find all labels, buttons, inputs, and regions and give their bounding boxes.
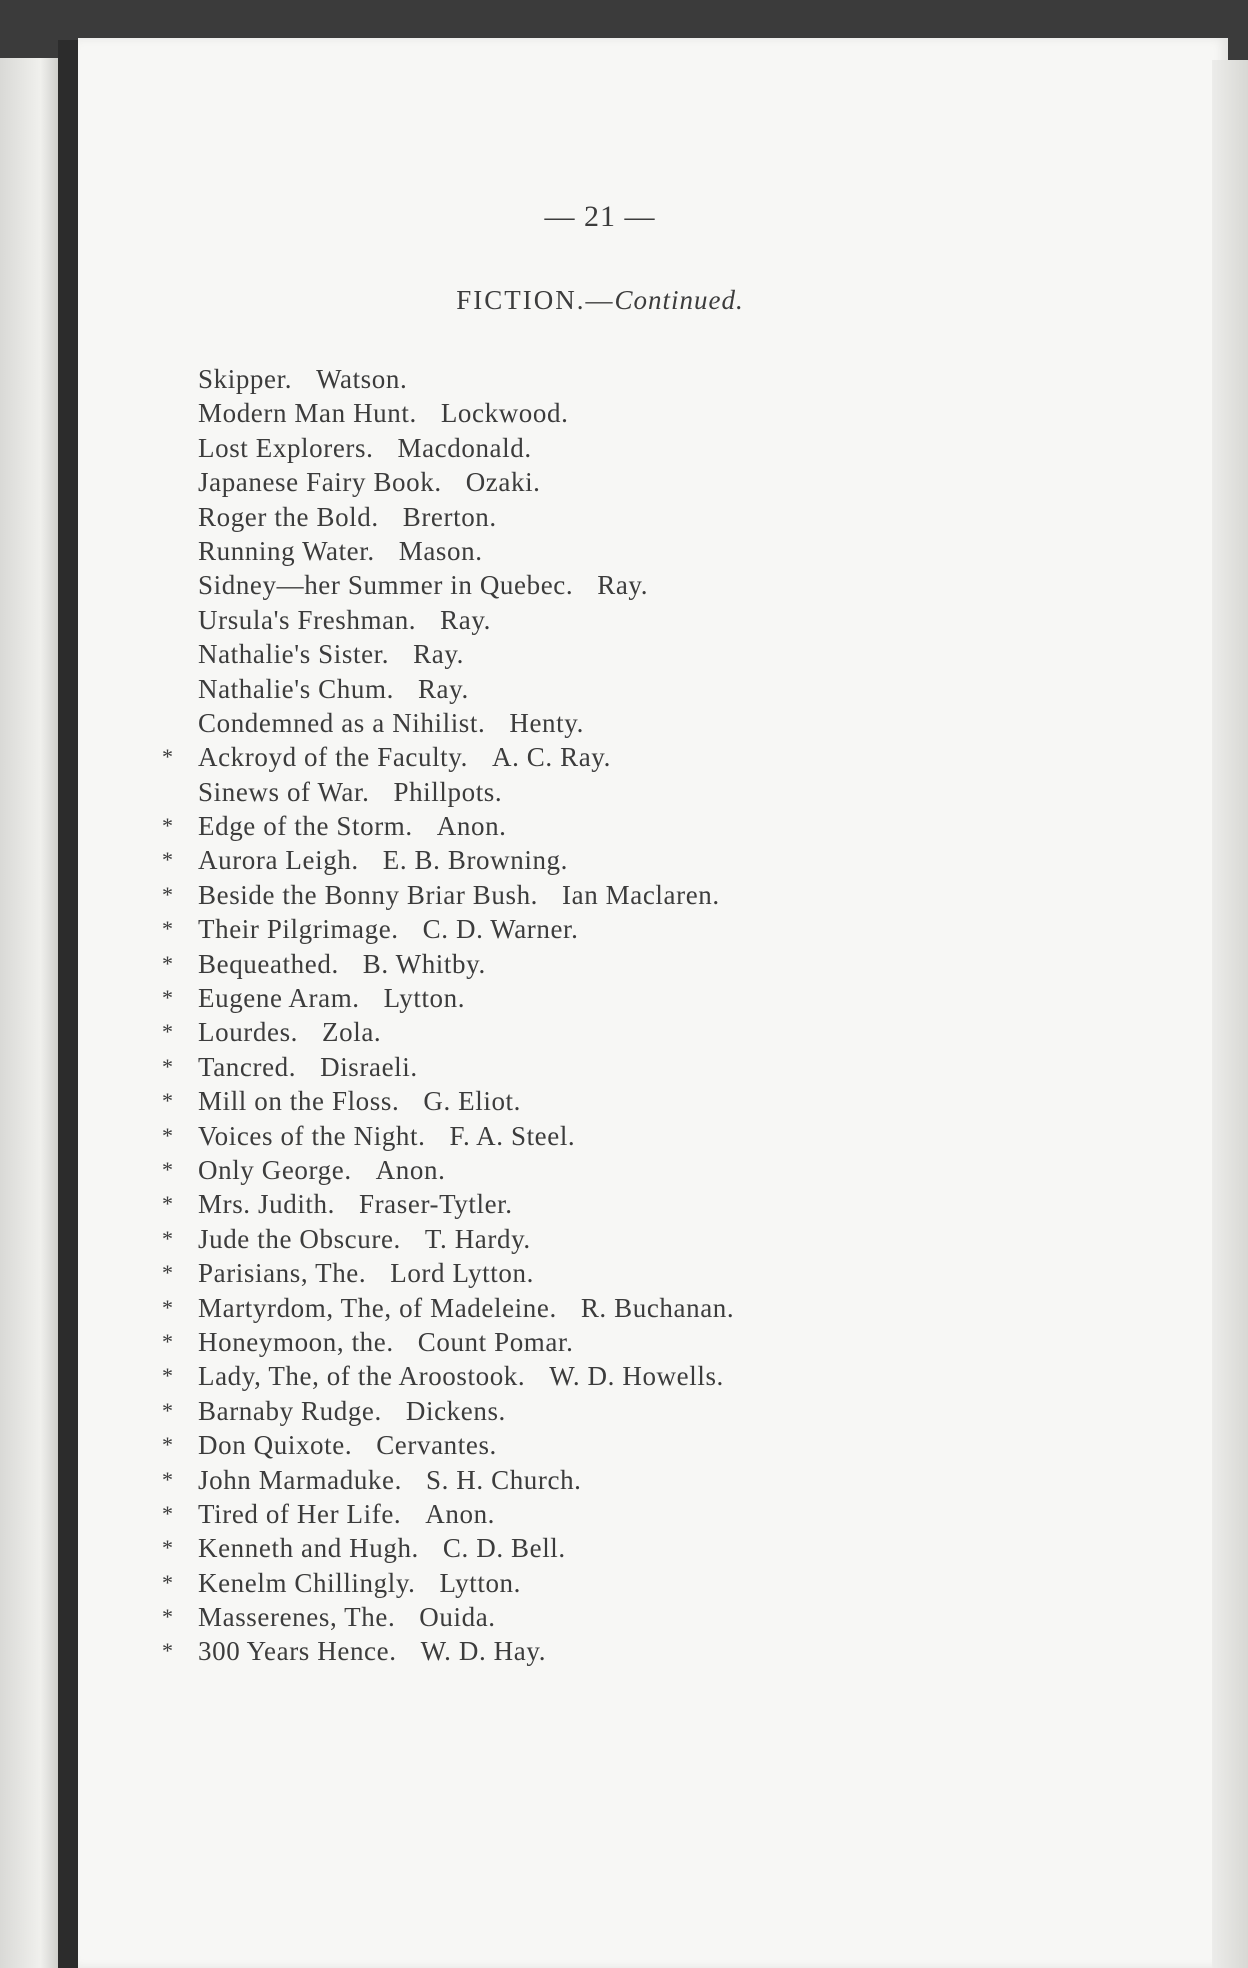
- entry-title: Don Quixote.: [198, 1430, 353, 1461]
- entry-author: Brerton.: [402, 501, 497, 532]
- entry-author: Anon.: [425, 1498, 496, 1529]
- heading-title: FICTION.—: [456, 285, 615, 315]
- entry-author: S. H. Church.: [425, 1464, 582, 1495]
- list-item: [140, 1600, 734, 1634]
- entry-title: Edge of the Storm.: [198, 811, 413, 842]
- page-number: — 21 —: [544, 200, 656, 233]
- entry-marker: *: [162, 1088, 174, 1114]
- entry-marker: *: [162, 1019, 174, 1045]
- entry-title: Mrs. Judith.: [198, 1189, 335, 1220]
- left-page-edge: [0, 58, 58, 1968]
- entry-marker: *: [162, 1569, 174, 1595]
- entry-title: Modern Man Hunt.: [198, 398, 417, 429]
- entry-title: Roger the Bold.: [198, 501, 379, 532]
- entry-title: Running Water.: [198, 535, 375, 566]
- entry-title: Kenneth and Hugh.: [198, 1533, 419, 1564]
- entry-author: Ray.: [413, 639, 465, 670]
- entry-title: Parisians, The.: [198, 1258, 367, 1289]
- entry-title: Beside the Bonny Briar Bush.: [198, 879, 539, 910]
- list-item: [140, 1634, 734, 1668]
- entry-title: Voices of the Night.: [198, 1120, 426, 1151]
- list-item: [140, 1394, 734, 1428]
- entry-author: Anon.: [375, 1154, 446, 1185]
- list-item: [140, 1566, 734, 1600]
- list-item: [140, 534, 734, 568]
- list-item: [140, 809, 734, 843]
- entry-title: Lourdes.: [198, 1017, 299, 1048]
- entry-author: Cervantes.: [376, 1430, 497, 1461]
- entry-marker: *: [162, 985, 174, 1011]
- entry-title: Barnaby Rudge.: [198, 1395, 382, 1426]
- entry-title: Sidney—her Summer in Quebec.: [198, 570, 574, 601]
- entry-marker: *: [162, 881, 174, 907]
- list-item: [140, 637, 734, 671]
- entry-author: Henty.: [509, 707, 584, 738]
- entry-author: Ray.: [417, 673, 469, 704]
- entry-author: E. B. Browning.: [382, 845, 569, 876]
- entry-title: Aurora Leigh.: [198, 845, 359, 876]
- list-item: [140, 1222, 734, 1256]
- entry-author: Lockwood.: [440, 398, 569, 429]
- list-item: [140, 706, 734, 740]
- entry-author: Dickens.: [405, 1395, 506, 1426]
- heading-continued: Continued.: [614, 285, 744, 315]
- entry-author: Mason.: [398, 535, 483, 566]
- entry-author: R. Buchanan.: [580, 1292, 735, 1323]
- entry-title: Martyrdom, The, of Madeleine.: [198, 1292, 557, 1323]
- book-gutter: [58, 40, 78, 1968]
- entry-marker: *: [162, 1466, 174, 1492]
- entry-author: Watson.: [316, 364, 408, 394]
- entry-title: Only George.: [198, 1154, 352, 1185]
- list-item: [140, 1359, 734, 1393]
- list-item: [140, 500, 734, 534]
- list-item: [140, 672, 734, 706]
- list-item: [140, 740, 734, 774]
- list-item: [140, 1497, 734, 1531]
- list-item: [140, 568, 734, 602]
- entry-author: Ozaki.: [465, 467, 541, 498]
- entry-author: Count Pomar.: [417, 1326, 574, 1357]
- entry-title: Skipper.: [198, 364, 293, 394]
- list-item: [140, 1084, 734, 1118]
- entry-author: C. D. Bell.: [442, 1533, 566, 1564]
- entry-author: G. Eliot.: [423, 1086, 521, 1117]
- entry-title: Eugene Aram.: [198, 983, 360, 1014]
- list-item: [140, 981, 734, 1015]
- list-item: [140, 947, 734, 981]
- entry-author: Fraser-Tytler.: [358, 1189, 513, 1220]
- entry-title: Bequeathed.: [198, 948, 339, 979]
- list-item: [140, 1050, 734, 1084]
- entry-marker: *: [162, 1053, 174, 1079]
- entry-marker: *: [162, 1638, 174, 1664]
- entry-marker: *: [162, 847, 174, 873]
- entry-author: Macdonald.: [397, 432, 532, 463]
- entry-title: Japanese Fairy Book.: [198, 467, 442, 498]
- entry-author: C. D. Warner.: [422, 914, 579, 945]
- list-item: [140, 1463, 734, 1497]
- entry-marker: *: [162, 1397, 174, 1423]
- entry-author: W. D. Hay.: [420, 1636, 547, 1667]
- entry-title: Honeymoon, the.: [198, 1326, 394, 1357]
- entry-author: Lytton.: [439, 1567, 522, 1598]
- entry-author: Ian Maclaren.: [562, 879, 720, 910]
- entry-marker: *: [162, 1535, 174, 1561]
- entry-author: A. C. Ray.: [491, 742, 611, 773]
- entry-title: Nathalie's Sister.: [198, 639, 390, 670]
- list-item: [140, 1015, 734, 1049]
- entry-title: Ursula's Freshman.: [198, 604, 417, 635]
- entry-title: Tired of Her Life.: [198, 1498, 402, 1529]
- entry-author: Zola.: [322, 1017, 382, 1048]
- entry-title: John Marmaduke.: [198, 1464, 402, 1495]
- entry-author: B. Whitby.: [362, 948, 486, 979]
- entry-author: Ray.: [440, 604, 492, 635]
- entry-marker: *: [162, 1500, 174, 1526]
- section-heading: [0, 285, 1224, 316]
- entry-title: 300 Years Hence.: [198, 1636, 397, 1667]
- entry-author: Lord Lytton.: [390, 1258, 534, 1289]
- entry-title: Lady, The, of the Aroostook.: [198, 1361, 526, 1392]
- entry-marker: *: [162, 1432, 174, 1458]
- entry-marker: *: [162, 1225, 174, 1251]
- list-item: [140, 362, 734, 396]
- entry-author: Ouida.: [419, 1602, 496, 1633]
- list-item: [140, 1291, 734, 1325]
- entry-title: Sinews of War.: [198, 776, 370, 807]
- entry-marker: *: [162, 1328, 174, 1354]
- list-item: [140, 912, 734, 946]
- entry-marker: *: [162, 1294, 174, 1320]
- entry-marker: *: [162, 1122, 174, 1148]
- list-item: [140, 603, 734, 637]
- entry-author: W. D. Howells.: [549, 1361, 724, 1392]
- entry-author: Disraeli.: [320, 1051, 418, 1082]
- entry-author: Lytton.: [383, 983, 466, 1014]
- entry-marker: *: [162, 1191, 174, 1217]
- list-item: [140, 1428, 734, 1462]
- entry-title: Kenelm Chillingly.: [198, 1567, 416, 1598]
- fiction-list: [140, 362, 734, 1669]
- entry-author: F. A. Steel.: [449, 1120, 576, 1151]
- list-item: [140, 1256, 734, 1290]
- list-item: [140, 1187, 734, 1221]
- entry-marker: *: [162, 813, 174, 839]
- entry-author: Phillpots.: [393, 776, 503, 807]
- entry-marker: *: [162, 1363, 174, 1389]
- list-item: [140, 1153, 734, 1187]
- entry-title: Ackroyd of the Faculty.: [198, 742, 468, 773]
- entry-author: T. Hardy.: [424, 1223, 531, 1254]
- list-item: [140, 775, 734, 809]
- list-item: [140, 878, 734, 912]
- list-item: [140, 1531, 734, 1565]
- entry-title: Condemned as a Nihilist.: [198, 707, 486, 738]
- list-item: [140, 465, 734, 499]
- entry-marker: *: [162, 1260, 174, 1286]
- entry-marker: *: [162, 950, 174, 976]
- entry-title: Jude the Obscure.: [198, 1223, 401, 1254]
- entry-title: Lost Explorers.: [198, 432, 374, 463]
- list-item: [140, 1119, 734, 1153]
- entry-marker: *: [162, 916, 174, 942]
- entry-title: Tancred.: [198, 1051, 297, 1082]
- entry-title: Nathalie's Chum.: [198, 673, 394, 704]
- list-item: [140, 1325, 734, 1359]
- list-item: [140, 396, 734, 430]
- entry-author: Anon.: [436, 811, 507, 842]
- list-item: [140, 431, 734, 465]
- entry-title: Their Pilgrimage.: [198, 914, 399, 945]
- entry-marker: *: [162, 1156, 174, 1182]
- entry-title: Masserenes, The.: [198, 1602, 396, 1633]
- entry-marker: *: [162, 744, 174, 770]
- entry-title: Mill on the Floss.: [198, 1086, 400, 1117]
- entry-author: Ray.: [597, 570, 649, 601]
- entry-marker: *: [162, 1604, 174, 1630]
- list-item: [140, 843, 734, 877]
- right-page-edge: [1212, 60, 1248, 1968]
